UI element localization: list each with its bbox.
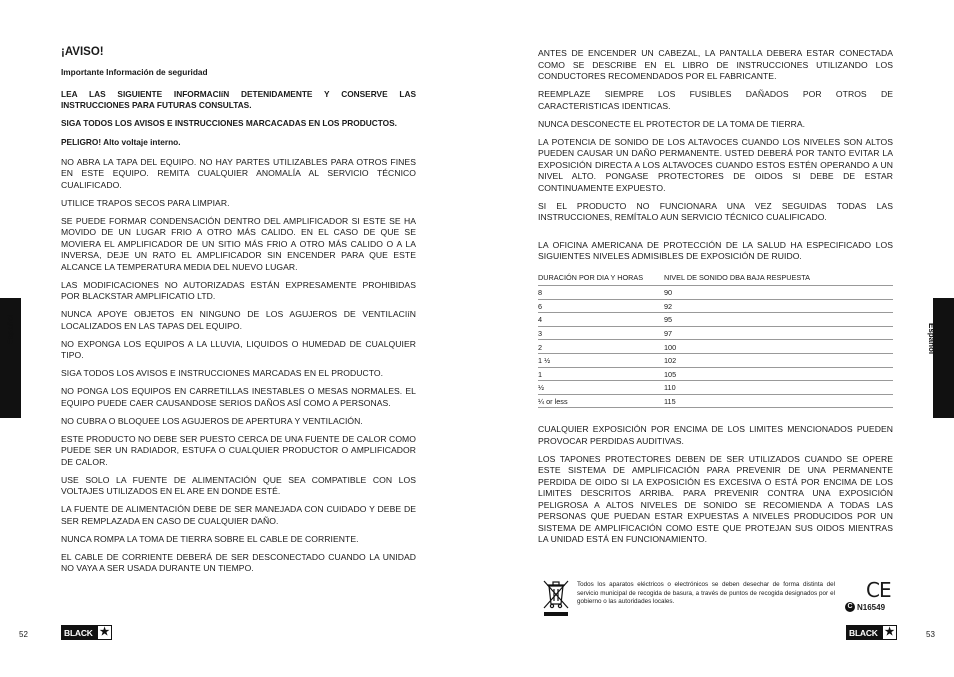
brand-logo-text: BLACK <box>64 627 93 638</box>
paragraph: ANTES DE ENCENDER UN CABEZAL, LA PANTALLA DEBERA ESTAR CONECTADA COMO SE DESCRIBE EN EL LIBRO DE INSTRUCCIONES UTILIZANDO LOS CONDUCTORES RECOMENDADOS POR EL FABRICANTE. <box>538 48 893 81</box>
level-cell: 115 <box>664 394 893 408</box>
weee-disposal-notice: Todos los aparatos eléctricos o electrónicos se deben desechar de forma distinta del servicio municipal de recogida de basura, a través de puntos de recogida designados por el gobierno o las autoridades locales. <box>577 581 835 605</box>
table-row <box>538 326 893 340</box>
star-icon: ★ <box>884 626 895 638</box>
paragraph: LAS MODIFICACIONES NO AUTORIZADAS ESTÁN EXPRESAMENTE PROHIBIDAS POR BLACKSTAR AMPLIFICATIO LTD. <box>61 279 416 302</box>
star-icon: ★ <box>99 626 110 638</box>
level-cell: 90 <box>664 286 893 300</box>
bold-paragraph: LEA LAS SIGUIENTE INFORMACIíN DETENIDAMENTE Y CONSERVE LAS INSTRUCCIONES PARA FUTURAS CONSULTAS. <box>61 89 416 111</box>
duration-cell: ¼ or less <box>538 394 664 408</box>
level-cell: 102 <box>664 353 893 367</box>
paragraph: EL CABLE DE CORRIENTE DEBERÁ DE SER DESCONECTADO CUANDO LA UNIDAD NO VAYA A SER USADA DURANTE UN TIEMPO. <box>61 551 416 574</box>
paragraph: REEMPLAZE SIEMPRE LOS FUSIBLES DAÑADOS POR OTROS DE CARACTERISTICAS IDENTICAS. <box>538 89 893 111</box>
table-row <box>538 353 893 367</box>
duration-cell: ½ <box>538 381 664 395</box>
left-column <box>61 46 416 581</box>
paragraph: LA POTENCIA DE SONIDO DE LOS ALTAVOCES CUANDO LOS NIVELES SON ALTOS PUEDEN CAUSAR UN DAÑO PERMANENTE. USTED DEBERÁ POR TANTO EVITAR LA EXPOSICIÓN DIRECTA A LOS ALTAVOCES CUANDO ESTOS ESTÉN OPERANDO A UN NIVEL ALTO. PONGASE PROTECTORES DE OIDOS SI DEBE DE ESTAR CONTINUAMENTE EXPUESTO. <box>538 136 893 193</box>
duration-cell: 3 <box>538 326 664 340</box>
duration-cell: 2 <box>538 340 664 354</box>
duration-cell: 4 <box>538 313 664 327</box>
table-row <box>538 381 893 395</box>
ctick-number: N16549 <box>857 602 886 612</box>
paragraph: NO ABRA LA TAPA DEL EQUIPO. NO HAY PARTES UTILIZABLES PARA OTROS FINES EN ESTE EQUIPO. REMITA CUALQUIER ANOMALÍA AL SERVICIO TÉCNICO CUALIFICADO. <box>61 156 416 190</box>
page-number: 52 <box>19 630 28 639</box>
table-header-row <box>538 271 893 286</box>
level-cell: 100 <box>664 340 893 354</box>
table-row <box>538 340 893 354</box>
danger-notice: PELIGRO! Alto voltaje interno. <box>61 136 181 147</box>
paragraph: NO EXPONGA LOS EQUIPOS A LA LLUVIA, LIQUIDOS O HUMEDAD DE CUALQUIER TIPO. <box>61 338 416 361</box>
duration-cell: 8 <box>538 286 664 300</box>
paragraph: NUNCA DESCONECTE EL PROTECTOR DE LA TOMA DE TIERRA. <box>538 118 806 129</box>
right-side-language-label: Español <box>927 323 936 355</box>
table-row <box>538 313 893 327</box>
paragraph: LA FUENTE DE ALIMENTACIÓN DEBE DE SER MANEJADA CON CUIDADO Y DEBE DE SER REMPLAZADA EN CASO DE CUALQUIER DAÑO. <box>61 504 416 526</box>
paragraph: USE SOLO LA FUENTE DE ALIMENTACIÓN QUE SEA COMPATIBLE CON LOS VOLTAJES UTILIZADOS EN EL ARE EN DONDE ESTÉ. <box>61 474 416 497</box>
paragraph: LOS TAPONES PROTECTORES DEBEN DE SER UTILIZADOS CUANDO SE OPERE ESTE SISTEMA DE AMPLIFICACIÓN PARA PREVENIR DE UNA PERMANENTE PERDIDA DE OIDO SI LA EXPOSICIÓN ES EXCESIVA O ESTÁ POR ENCIMA DE LOS LIMITES DESCRITOS ARRIBA. PARA PREVENIR CONTRA UNA EXPOSICIÓN PELIGROSA A ALTOS NIVELES DE SONIDO SE RECOMIENDA A TODAS LAS PERSONAS QUE PUEDAN ESTAR EXPUESTAS A NIVELES PRODUCIDOS POR UN SISTEMA DE AMPLIFICACIÓN COMO ESTE QUE PROTEJAN SUS OIDOS MIENTRAS LA UNIDAD ESTÁ EN FUNCIONAMIENTO. <box>538 453 893 545</box>
paragraph: NO CUBRA O BLOQUEE LOS AGUJEROS DE APERTURA Y VENTILACIÓN. <box>61 415 363 426</box>
osha-intro: LA OFICINA AMERICANA DE PROTECCIÓN DE LA SALUD HA ESPECIFICADO LOS SIGUIENTES NIVELES ADMISIBLES DE EXPOSICIÓN DE RUIDO. <box>538 239 893 261</box>
level-cell: 95 <box>664 313 893 327</box>
paragraph: SE PUEDE FORMAR CONDENSACIÓN DENTRO DEL AMPLIFICADOR SI ESTE SE HA MOVIDO DE UN LUGAR FRIO A OTRO MÁS CALIDO. EN EL CASO DE QUE SE MOVIERA EL AMPLIFICADOR DE UN SITIO MÁS FRIO A OTRO MÁS CALIDO O A LA INVERSA, DEJE UN RATO EL AMPLIFICADOR SIN ENCENDER PARA QUE ESTE ALCANCE LA TEMPERATURA MEDIA DEL NUEVO LUGAR. <box>61 215 416 272</box>
ctick-compliance-mark <box>845 602 885 612</box>
table-row <box>538 394 893 408</box>
column-header-duration: DURACIÓN POR DIA Y HORAS <box>538 271 664 286</box>
paragraph: NUNCA APOYE OBJETOS EN NINGUNO DE LOS AGUJEROS DE VENTILACIíN LOCALIZADOS EN LAS TAPAS DEL EQUIPO. <box>61 309 416 331</box>
level-cell: 97 <box>664 326 893 340</box>
right-page <box>477 0 954 677</box>
table-row <box>538 286 893 300</box>
paragraph: ESTE PRODUCTO NO DEBE SER PUESTO CERCA DE UNA FUENTE DE CALOR COMO PUEDE SER UN RADIADOR, ESTUFA O CUALQUIER PRODUCTOR O AMPLIFICADOR DE CALOR. <box>61 433 416 467</box>
page-number: 53 <box>926 630 935 639</box>
paragraph: NO PONGA LOS EQUIPOS EN CARRETILLAS INESTABLES O MESAS NORMALES. EL EQUIPO PUEDE CAER CAUSANDOSE SERIOS DAÑOS ASÍ COMO A PERSONAS. <box>61 386 416 408</box>
bold-paragraph: SIGA TODOS LOS AVISOS E INSTRUCCIONES MARCACADAS EN LOS PRODUCTOS. <box>61 118 397 129</box>
warning-title: ¡AVISO! <box>61 46 104 58</box>
right-column <box>538 48 893 552</box>
level-cell: 92 <box>664 299 893 313</box>
brand-logo-text: BLACK <box>849 627 878 638</box>
noise-exposure-table <box>538 271 893 409</box>
duration-cell: 1 ½ <box>538 353 664 367</box>
ctick-icon: C <box>845 602 855 612</box>
paragraph: SIGA TODOS LOS AVISOS E INSTRUCCIONES MARCADAS EN EL PRODUCTO. <box>61 368 384 379</box>
level-cell: 110 <box>664 381 893 395</box>
paragraph: CUALQUIER EXPOSICIÓN POR ENCIMA DE LOS LIMITES MENCIONADOS PUEDEN PROVOCAR PERDIDAS AUDITIVAS. <box>538 424 893 446</box>
paragraph: NUNCA ROMPA LA TOMA DE TIERRA SOBRE EL CABLE DE CORRIENTE. <box>61 533 359 544</box>
table-row <box>538 367 893 381</box>
ce-mark-icon: CE <box>866 578 891 602</box>
level-cell: 105 <box>664 367 893 381</box>
brand-logo <box>846 625 897 640</box>
safety-subtitle: Importante Información de seguridad <box>61 67 208 77</box>
left-side-language-label: Español <box>6 313 15 345</box>
duration-cell: 6 <box>538 299 664 313</box>
language-side-tab <box>933 298 954 418</box>
weee-crossed-bin-icon <box>540 577 572 617</box>
table-row <box>538 299 893 313</box>
duration-cell: 1 <box>538 367 664 381</box>
paragraph: UTILICE TRAPOS SECOS PARA LIMPIAR. <box>61 197 230 208</box>
paragraph: SI EL PRODUCTO NO FUNCIONARA UNA VEZ SEGUIDAS TODAS LAS INSTRUCCIONES, REMÍTALO AUN SERVICIO TÉCNICO CUALIFICADO. <box>538 200 893 222</box>
brand-logo <box>61 625 112 640</box>
column-header-level: NIVEL DE SONIDO DBA BAJA RESPUESTA <box>664 271 893 286</box>
